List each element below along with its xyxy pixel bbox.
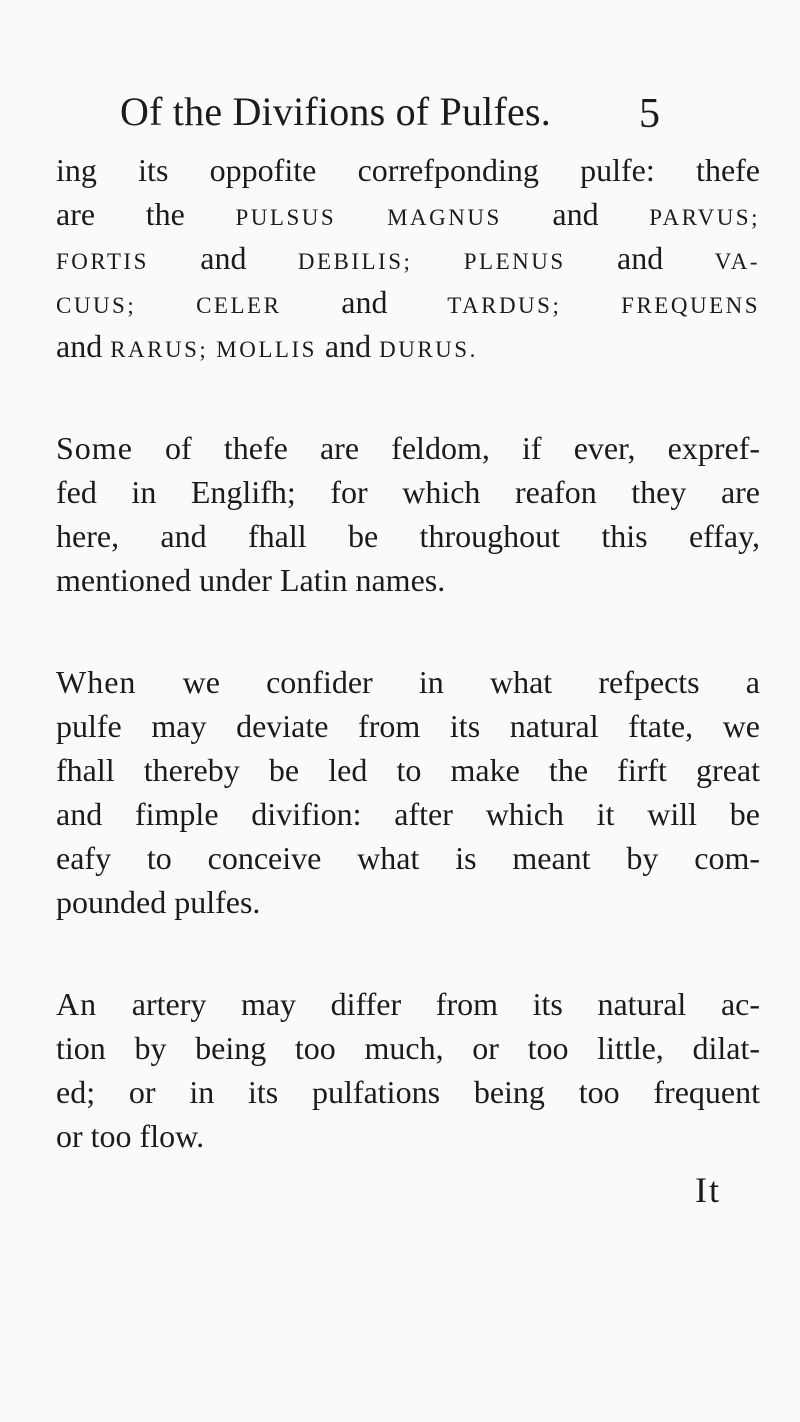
latin-term: DURUS. [379,337,478,362]
text-line: fhall thereby be led to make the firft great [56,752,760,788]
text-line: and fimple divifion: after which it will be [56,796,760,832]
paragraph-gap [56,924,760,982]
paragraph-1 [56,148,760,368]
lead-word: When [56,664,137,700]
text-run: and [56,328,103,364]
latin-term: FREQUENS [621,293,761,318]
page-number: 5 [639,91,660,137]
text-line: mentioned under Latin names. [56,562,446,598]
latin-term: MOLLIS [216,337,317,362]
latin-term: CUUS; [56,293,137,318]
text-line [56,660,760,704]
page-header [120,88,680,148]
text-run: and [617,240,664,276]
catchword: It [695,1170,721,1210]
running-title: Of the Divifions of Pulfes. [120,89,551,134]
latin-term: PARVUS; [649,205,760,230]
text-line: fed in Englifh; for which reafon they are [56,474,760,510]
paragraph-lead-word [56,430,133,466]
text-line: ed; or in its pulfations being too frequent [56,1074,760,1110]
text-line [56,324,760,368]
text-line: ing its oppofite correfponding pulfe: thefe [56,152,760,188]
lead-word: An [56,986,98,1022]
text-run: and [324,328,372,364]
lead-word: Some [56,430,133,466]
text-line: tion by being too much, or too little, dilat- [56,1030,760,1066]
latin-term: RARUS; [110,337,209,362]
text-line [56,236,760,280]
text-line: eafy to conceive what is meant by com- [56,840,760,876]
text-run: of thefe are feldom, if ever, expref- [165,430,760,466]
latin-term: DEBILIS; [297,249,413,274]
text-run: and [552,196,599,232]
text-line: pounded pulfes. [56,884,261,920]
paragraph-2 [56,426,760,602]
latin-term: PULSUS MAGNUS [235,205,502,230]
text-run: artery may differ from its natural ac- [131,986,761,1022]
text-run: and [200,240,247,276]
latin-term: PLENUS [463,249,566,274]
latin-term: TARDUS; [447,293,562,318]
text-line: here, and fhall be throughout this effay, [56,518,760,554]
latin-term: FORTIS [56,249,149,274]
page-body [56,148,760,1158]
text-line: pulfe may deviate from its natural ftate, we [56,708,760,744]
paragraph-gap [56,368,760,426]
text-line [56,192,760,236]
paragraph-3 [56,660,760,924]
text-line: or too flow. [56,1118,205,1154]
paragraph-gap [56,602,760,660]
paragraph-4 [56,982,760,1158]
text-run: we confider in what refpects a [182,664,761,700]
text-run: and [341,284,388,320]
text-line [56,280,760,324]
latin-term: VA- [714,249,761,274]
text-run: are the [56,196,185,232]
latin-term: CELER [196,293,282,318]
text-line [56,426,760,470]
text-line [56,982,760,1026]
